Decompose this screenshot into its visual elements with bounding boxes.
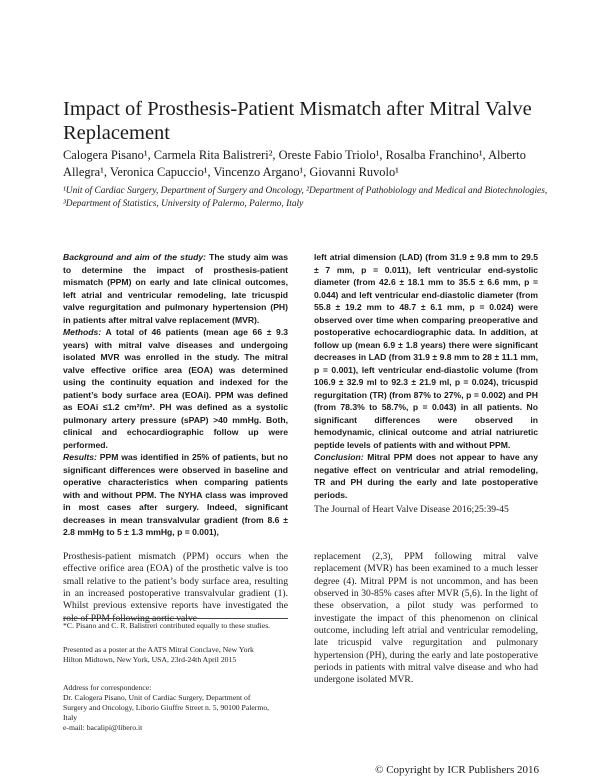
abstract-results-heading: Results: bbox=[63, 452, 97, 462]
abstract-results-continued: left atrial dimension (LAD) (from 31.9 ± 9.8 mm to 29.5 ± 7 mm, p = 0.011), left ventricular end-systolic diameter (from 42.6 ± 18.1 mm to 35.5 ± 6.6 mm, p = 0.044) and left ventricular end-diastolic diameter (from 55.8 ± 19.2 mm to 48.7 ± 6.1 mm, p = 0.024) were observed over time when comparing preoperative and postoperative echocardiographic data. In addition, at follow up (mean 6.9 ± 1.8 years) there were significant decreases in LAD (from 31.9 ± 9.8 mm to 28 ± 11.1 mm, p = 0.001), left ventricular end-diastolic volume (from 106.9 ± 32.9 ml to 92.3 ± 21.9 ml, p = 0.024), tricuspid regurgitation (TR) (from 87% to 27%, p = 0.002) and PH (from 78.3% to 58.7%, p = 0.043) in all patients. No significant differences were observed in hemodynamic, clinical outcome and atrial natriuretic peptide levels of patients with and without PPM. bbox=[314, 252, 538, 450]
abstract-background bbox=[63, 251, 288, 326]
journal-reference: The Journal of Heart Valve Disease 2016;25:39-45 bbox=[314, 504, 509, 515]
abstract-background-heading: Background and aim of the study: bbox=[63, 252, 206, 262]
copyright-notice: © Copyright by ICR Publishers 2016 bbox=[375, 764, 539, 776]
abstract-column-left bbox=[63, 251, 288, 539]
body-text-left: Prosthesis-patient mismatch (PPM) occurs when the effective orifice area (EOA) of the prosthetic valve is too small relative to the patient’s body surface area, resulting in an increased postoperative transvalvular gradient (1). Whilst previous extensive reports have investigated the role of PPM following aortic valve bbox=[63, 551, 288, 624]
affiliations: ¹Unit of Cardiac Surgery, Department of Surgery and Oncology, ²Department of Pathobiology and Medical and Biotechnologies, ³Department of Statistics, University of Palermo, Palermo, Italy bbox=[63, 186, 548, 209]
author-list: Calogera Pisano¹, Carmela Rita Balistreri², Oreste Fabio Triolo¹, Rosalba Franchino¹, Alberto Allegra¹, Veronica Capuccio¹, Vincenzo Argano¹, Giovanni Ruvolo¹ bbox=[63, 148, 526, 179]
abstract-results-text: PPM was identified in 25% of patients, but no significant differences were observed in baseline and operative characteristics when comparing patients with and without PPM. The NYHA class was improved in most cases after surgery. Indeed, significant decreases in mean transvalvular gradient (from 8.6 ± 2.8 mmHg to 5 ± 1.3 mmHg, p = 0.001), bbox=[63, 452, 288, 537]
presentation-line: Hilton Midtown, New York, USA, 23rd-24th April 2015 bbox=[63, 655, 237, 664]
address-line: Address for correspondence: bbox=[63, 683, 152, 692]
article-title: Impact of Prosthesis-Patient Mismatch after Mitral Valve Replacement bbox=[63, 98, 532, 144]
equal-contribution-footnote: *C. Pisano and C. R. Balistreri contributed equally to these studies. bbox=[63, 621, 271, 630]
abstract-conclusion-heading: Conclusion: bbox=[314, 452, 364, 462]
correspondence-address bbox=[63, 683, 298, 733]
address-line: Surgery and Oncology, Liborio Giuffre Street n. 5, 90100 Palermo, bbox=[63, 703, 270, 712]
abstract-methods-heading: Methods: bbox=[63, 327, 102, 337]
abstract-column-right bbox=[314, 251, 538, 501]
address-line: Italy bbox=[63, 713, 78, 722]
footnote-divider bbox=[63, 618, 288, 619]
abstract-results bbox=[63, 451, 288, 539]
presentation-note bbox=[63, 645, 293, 665]
abstract-methods bbox=[63, 326, 288, 451]
body-text-right: replacement (2,3), PPM following mitral valve replacement (MVR) has been examined to a much lesser degree (4). Mitral PPM is not uncommon, and has been observed in 30-85% cases after MVR (5,6). In the light of these observation, a pilot study was performed to investigate the impact of this phenomenon on clinical outcome, including left atrial and ventricular remodeling, late tricuspid valve regurgitation and pulmonary hypertension (PH), during the early and late postoperative periods in patients with mitral valve disease and who had undergone isolated MVR. bbox=[314, 551, 538, 686]
address-line: Dr. Calogera Pisano, Unit of Cardiac Surgery, Department of bbox=[63, 693, 251, 702]
abstract-conclusion bbox=[314, 451, 538, 501]
presentation-line: Presented as a poster at the AATS Mitral Conclave, New York bbox=[63, 645, 254, 654]
abstract-conclusion-text: Mitral PPM does not appear to have any negative effect on ventricular and atrial remodeling, TR and PH during the early and late postoperative periods. bbox=[314, 452, 538, 500]
abstract-background-text: The study aim was to determine the impact of prosthesis-patient mismatch (PPM) on early and late clinical outcomes, left atrial and ventricular remodeling, late tricuspid valve regurgitation and pulmonary hypertension (PH) in patients after mitral valve replacement (MVR). bbox=[63, 252, 288, 325]
abstract-methods-text: A total of 46 patients (mean age 66 ± 9.3 years) with mitral valve diseases and undergoing isolated MVR was enrolled in the study. The mitral valve effective orifice area (EOA) was determined using the continuity equation and indexed for the patient’s body surface area (EOAi). PPM was defined as EOAi ≤1.2 cm²/m². PH was defined as a systolic pulmonary artery pressure (sPAP) >40 mmHg. Both, clinical and echocardiographic follow up were performed. bbox=[63, 327, 288, 450]
address-email[interactable]: e-mail: bacalipi@libero.it bbox=[63, 723, 143, 732]
